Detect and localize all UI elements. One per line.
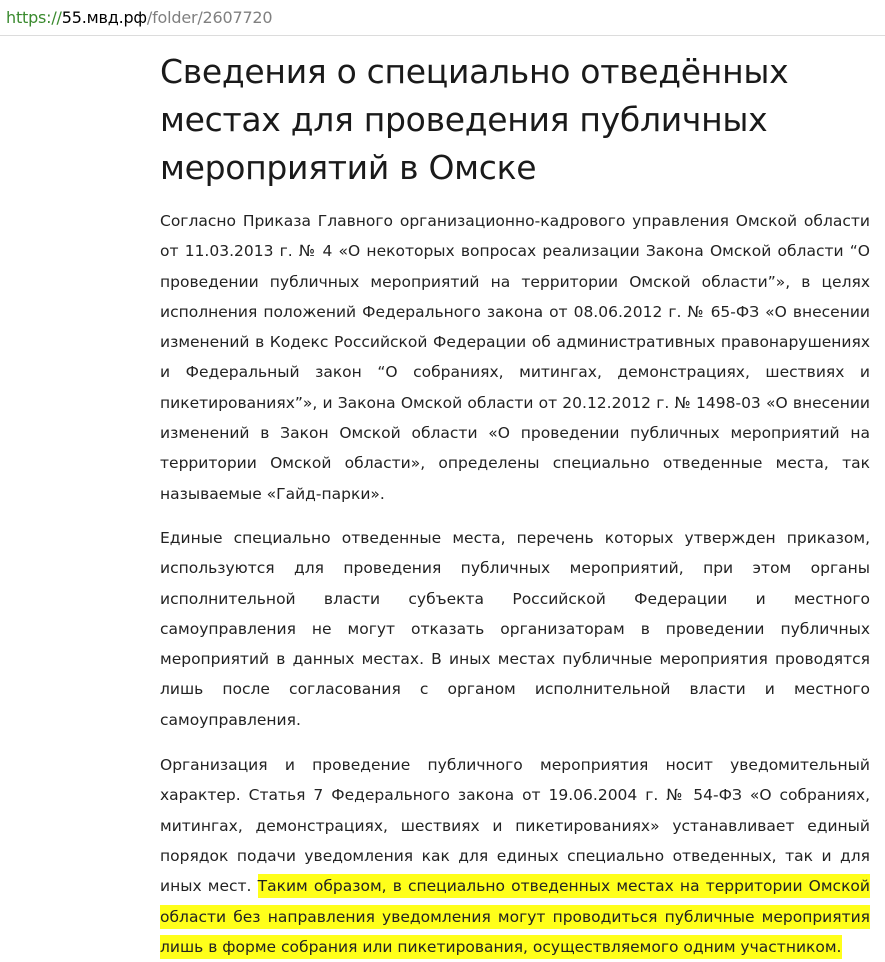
- article-content: [160, 48, 870, 962]
- url-text[interactable]: [6, 8, 272, 27]
- paragraph-notification-text: Организация и проведение публичного мероприятия носит уведомительный характер. Статья 7 Федерального закона от 19.06.2004 г. № 54-ФЗ «О собраниях, митингах, демонстрациях, шествиях и пикетированиях» устанавливает единый порядок подачи уведомления как для единых специально отведенных, так и для иных мест.: [160, 756, 870, 896]
- paragraph-designated-places: Единые специально отведенные места, перечень которых утвержден приказом, используются для проведения публичных мероприятий, при этом органы исполнительной власти субъекта Российской Федерации и местного самоуправления не могут отказать организаторам в проведении публичных мероприятий в данных местах. В иных местах публичные мероприятия проводятся лишь после согласования с органом исполнительной власти и местного самоуправления.: [160, 528, 870, 729]
- page-title: Сведения о специально отведённых местах для проведения публичных мероприятий в Омске: [160, 52, 789, 187]
- highlighted-passage: Таким образом, в специально отведенных местах на территории Омской области без направления уведомления могут проводиться публичные мероприятия лишь в форме собрания или пикетирования, осуществляемого одним участником.: [160, 874, 870, 959]
- address-bar[interactable]: [0, 0, 885, 36]
- url-host: 55.мвд.рф: [61, 8, 147, 27]
- paragraph-legal-basis: Согласно Приказа Главного организационно-кадрового управления Омской области от 11.03.2013 г. № 4 «О некоторых вопросах реализации Закона Омской области “О проведении публичных мероприятий на территории Омской области”», в целях исполнения положений Федерального закона от 08.06.2012 г. № 65-ФЗ «О внесении изменений в Кодекс Российской Федерации об административных правонарушениях и Федеральный закон “О собраниях, митингах, демонстрациях, шествиях и пикетированиях”», и Закона Омской области от 20.12.2012 г. № 1498-03 «О внесении изменений в Закон Омской области «О проведении публичных мероприятий на территории Омской области», определены специально отведенные места, так называемые «Гайд-парки».: [160, 212, 870, 503]
- url-scheme: https://: [6, 8, 62, 27]
- url-path: /folder/2607720: [146, 8, 273, 27]
- paragraph-notification: [160, 750, 870, 962]
